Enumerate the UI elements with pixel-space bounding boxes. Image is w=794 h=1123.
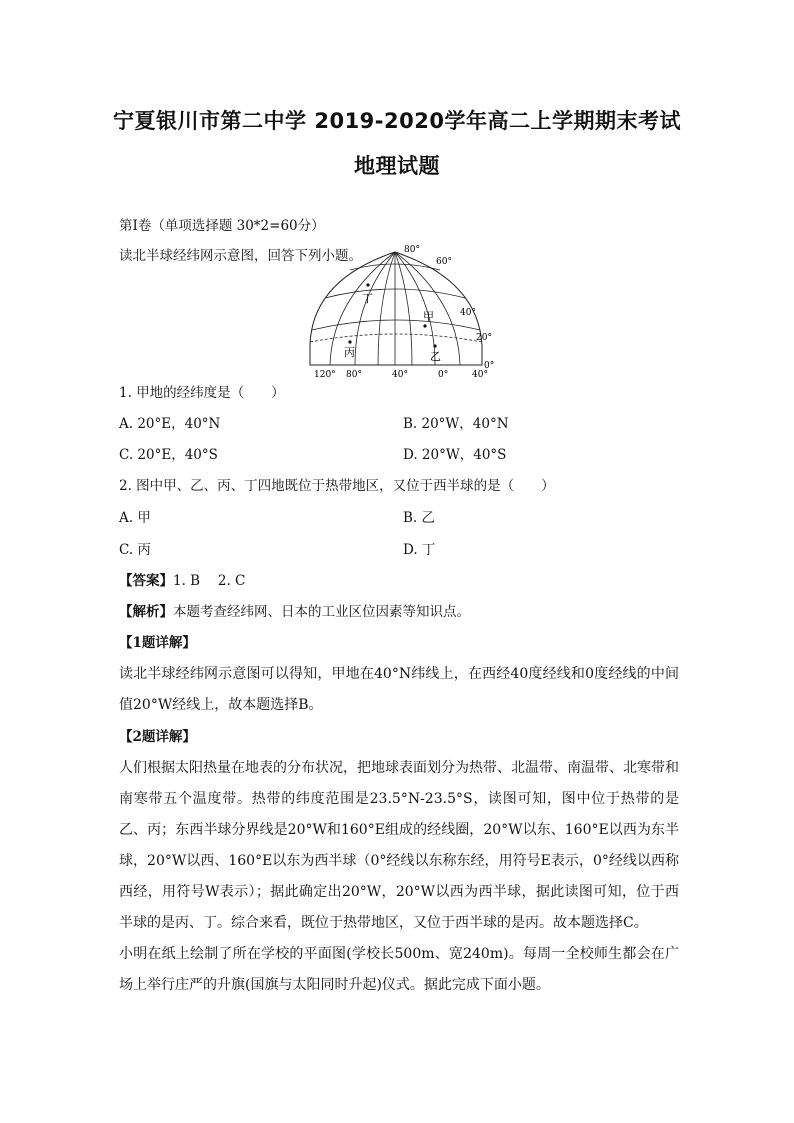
point-ding <box>366 283 369 286</box>
detail-1-tag: 【1题详解】 <box>119 635 196 651</box>
label-ding: 丁 <box>362 292 373 305</box>
analysis-line <box>119 602 470 622</box>
question-2-stem: 2. 图中甲、乙、丙、丁四地既位于热带地区，又位于西半球的是（ ） <box>119 478 555 494</box>
question-1-option-a: A. 20°E，40°N <box>119 416 221 432</box>
lon-label-80: 80° <box>346 370 362 380</box>
question-1-stem: 1. 甲地的经纬度是（ ） <box>119 385 285 401</box>
point-bing <box>348 340 351 343</box>
analysis-tag: 【解析】 <box>119 604 173 620</box>
question-intro: 读北半球经纬网示意图，回答下列小题。 <box>119 248 362 264</box>
answer-tag: 【答案】 <box>119 573 173 589</box>
label-yi: 乙 <box>430 350 441 363</box>
meridian-line <box>395 252 460 365</box>
lon-label-120: 120° <box>314 370 336 380</box>
label-bing: 丙 <box>344 346 355 359</box>
exam-title: 宁夏银川市第二中学 2019-2020学年高二上学期期末考试 <box>113 109 681 133</box>
lat-label-20: 20° <box>476 333 492 343</box>
exam-subtitle: 地理试题 <box>354 154 440 178</box>
lat-label-80: 80° <box>404 245 420 255</box>
lon-label-0: 0° <box>438 370 449 380</box>
analysis-text: 本题考查经纬网、日本的工业区位因素等知识点。 <box>173 604 470 620</box>
meridian-line <box>395 252 412 365</box>
question-2-option-c: C. 丙 <box>119 542 151 558</box>
lat-label-0: 0° <box>484 361 495 371</box>
question-2-option-a: A. 甲 <box>119 510 151 526</box>
question-1-option-c: C. 20°E，40°S <box>119 447 218 463</box>
question-2-option-d: D. 丁 <box>403 542 436 558</box>
lat-label-60: 60° <box>436 257 452 267</box>
graticule-figure <box>300 240 510 380</box>
lon-label-40w: 40° <box>392 370 408 380</box>
detail-2-text: 人们根据太阳热量在地表的分布状况，把地球表面划分为热带、北温带、南温带、北寒带和南寒带五个温度带。热带的纬度范围是23.5°N-23.5°S，读图可知，图中位于热带的是乙、丙；东西半球分界线是20°W和160°E组成的经线圈，20°W以东、160°E以西为东半球，20°W以西、160°E以东为西半球（0°经线以东称东经，用符号E表示，0°经线以西称西经，用符号W表示）；据此确定出20°W，20°W以西为西半球，据此读图可知，位于西半球的是丙、丁。综合来看，既位于热带地区，又位于西半球的是丙。故本题选择C。 <box>119 760 679 931</box>
answer-line <box>119 571 245 591</box>
lat-label-40: 40° <box>460 308 476 318</box>
detail-2-tag: 【2题详解】 <box>119 729 196 745</box>
question-1-option-d: D. 20°W，40°S <box>403 447 507 463</box>
label-jia: 甲 <box>423 310 434 323</box>
meridian-line <box>378 252 395 365</box>
question-1-option-b: B. 20°W，40°N <box>403 416 509 432</box>
graticule-outline <box>310 252 482 365</box>
lon-label-40e: 40° <box>472 370 488 380</box>
next-question-intro: 小明在纸上绘制了所在学校的平面图(学校长500m、宽240m)。每周一全校师生都会在广场上举行庄严的升旗(国旗与太阳同时升起)仪式。据此完成下面小题。 <box>119 946 679 993</box>
section-heading: 第Ⅰ卷（单项选择题 30*2=60分） <box>119 218 325 234</box>
point-yi <box>433 344 436 347</box>
question-2-option-b: B. 乙 <box>403 510 436 526</box>
answer-text: 1. B 2. C <box>173 573 246 589</box>
meridian-line <box>330 252 395 365</box>
detail-1-text: 读北半球经纬网示意图可以得知，甲地在40°N纬线上，在西经40度经线和0度经线的中间值20°W经线上，故本题选择B。 <box>119 666 679 713</box>
point-jia <box>423 324 426 327</box>
